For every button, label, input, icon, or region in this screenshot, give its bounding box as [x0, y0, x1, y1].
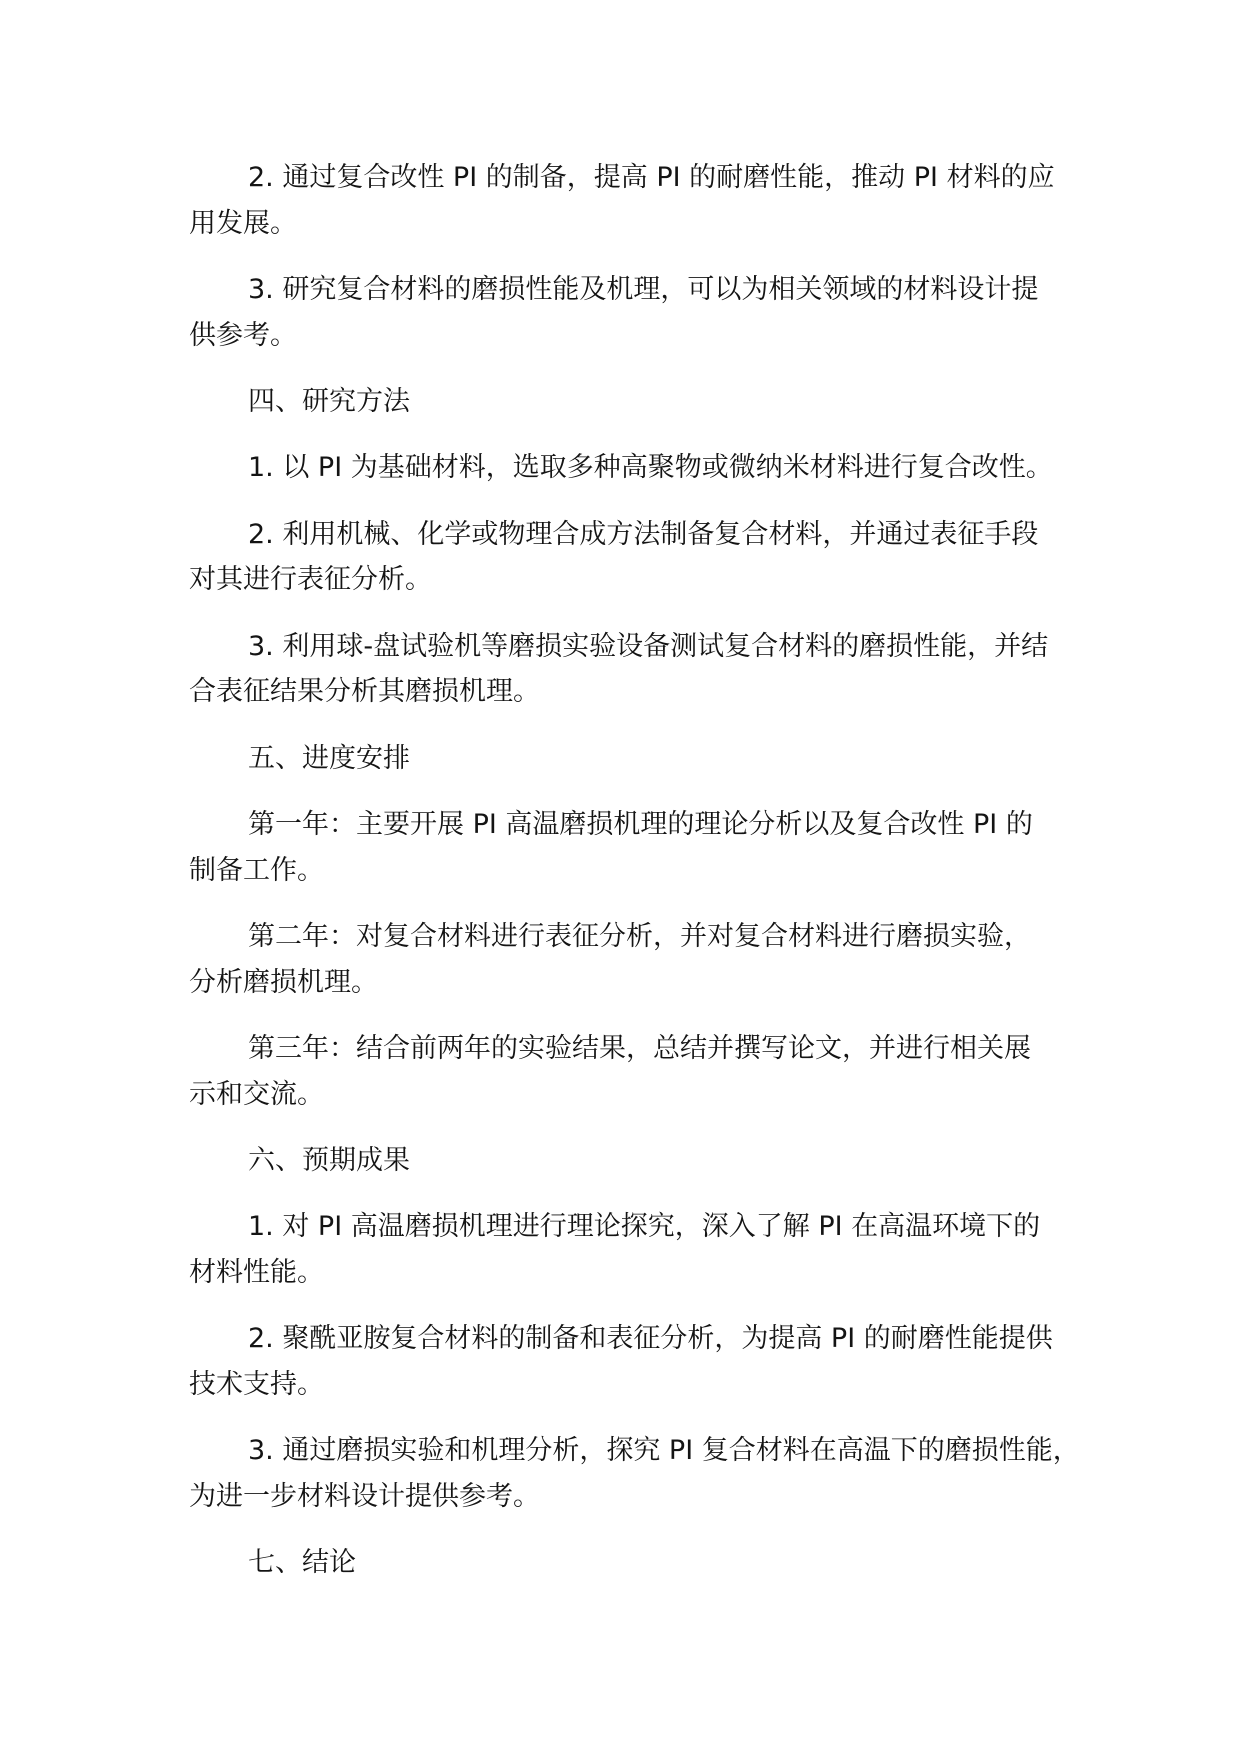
paragraph-line: 合表征结果分析其磨损机理。	[189, 676, 540, 708]
paragraph-line: 分析磨损机理。	[189, 966, 378, 998]
list-item	[189, 1428, 1101, 1519]
list-item	[189, 267, 1101, 358]
paragraph-line: 制备工作。	[189, 854, 324, 886]
paragraph-line: 技术支持。	[189, 1369, 324, 1401]
paragraph-line: 材料性能。	[189, 1257, 324, 1289]
list-item	[189, 1026, 1101, 1117]
section-heading	[189, 736, 1101, 782]
paragraph-line: 为进一步材料设计提供参考。	[189, 1481, 540, 1513]
paragraph-line: 对其进行表征分析。	[189, 564, 432, 596]
list-item	[189, 802, 1101, 893]
paragraph-line: 第二年：对复合材料进行表征分析，并对复合材料进行磨损实验，	[248, 921, 1031, 953]
paragraph-line: 3. 通过磨损实验和机理分析，探究 PI 复合材料在高温下的磨损性能，	[248, 1435, 1080, 1467]
paragraph-line: 3. 研究复合材料的磨损性能及机理，可以为相关领域的材料设计提	[248, 273, 1039, 305]
section-heading-text: 五、进度安排	[248, 742, 410, 774]
paragraph-line: 1. 对 PI 高温磨损机理进行理论探究，深入了解 PI 在高温环境下的	[248, 1211, 1041, 1243]
paragraph-line: 2. 利用机械、化学或物理合成方法制备复合材料，并通过表征手段	[248, 518, 1039, 550]
list-item	[189, 914, 1101, 1005]
section-heading	[189, 1138, 1101, 1184]
list-item	[189, 512, 1101, 603]
list-item	[189, 155, 1101, 246]
paragraph-line: 示和交流。	[189, 1078, 324, 1110]
paragraph-line: 第三年：结合前两年的实验结果，总结并撰写论文，并进行相关展	[248, 1033, 1031, 1065]
paragraph-line: 用发展。	[189, 207, 297, 239]
paragraph-line: 第一年：主要开展 PI 高温磨损机理的理论分析以及复合改性 PI 的	[248, 809, 1033, 841]
paragraph-line: 3. 利用球-盘试验机等磨损实验设备测试复合材料的磨损性能，并结	[248, 630, 1049, 662]
list-item	[189, 1204, 1101, 1295]
paragraph-line: 供参考。	[189, 319, 297, 351]
list-item	[189, 624, 1101, 715]
document-body	[189, 155, 1101, 1607]
paragraph-line: 2. 聚酰亚胺复合材料的制备和表征分析，为提高 PI 的耐磨性能提供	[248, 1323, 1053, 1355]
paragraph-line: 1. 以 PI 为基础材料，选取多种高聚物或微纳米材料进行复合改性。	[248, 452, 1053, 484]
paragraph-line: 2. 通过复合改性 PI 的制备，提高 PI 的耐磨性能，推动 PI 材料的应	[248, 162, 1055, 193]
section-heading	[189, 379, 1101, 425]
section-heading-text: 七、结论	[248, 1547, 356, 1579]
section-heading-text: 六、预期成果	[248, 1145, 410, 1177]
list-item	[189, 1316, 1101, 1407]
list-item	[189, 445, 1101, 491]
section-heading-text: 四、研究方法	[248, 385, 410, 417]
section-heading	[189, 1540, 1101, 1586]
